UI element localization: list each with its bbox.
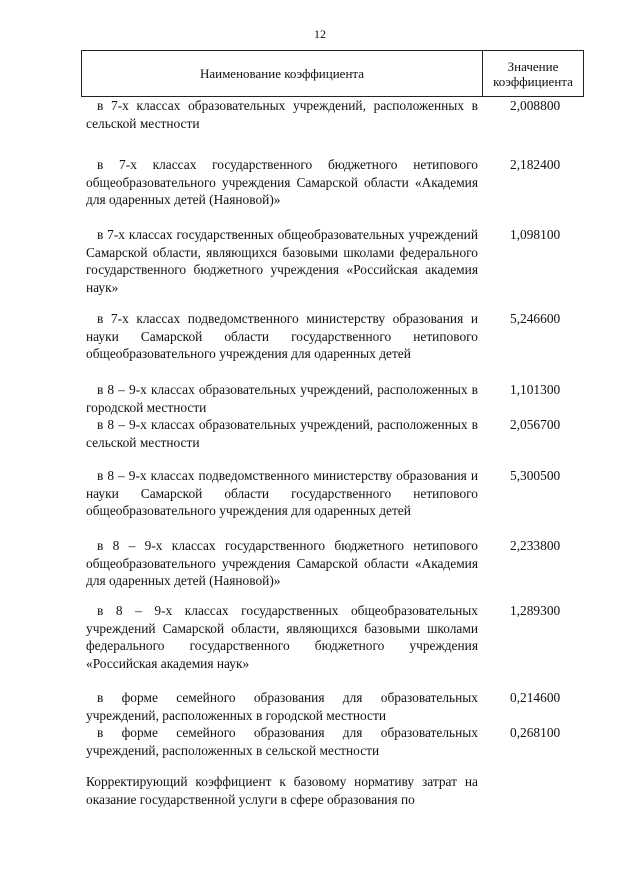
row-description: в 7-х классах государственного бюджетного нетипового общеобразовательного учреждения Самарской области «Академия для одаренных детей (Наяновой)» [86,157,478,207]
row-value: 2,008800 [510,98,561,113]
header-value-line2: коэффициента [493,73,573,89]
row-value: 2,233800 [510,538,561,553]
footer-paragraph: Корректирующий коэффициент к базовому нормативу затрат на оказание государственной услуги в сфере образования по [86,774,478,807]
row-value: 1,098100 [510,227,561,242]
row-value: 5,246600 [510,311,561,326]
row-description: в 7-х классах образовательных учреждений, расположенных в сельской местности [86,98,478,131]
row-description: в 7-х классах государственных общеобразовательных учреждений Самарской области, являющихся базовыми школами федерального государственного бюджетного учреждения «Российская академия наук» [86,227,478,295]
row-description: в форме семейного образования для образовательных учреждений, расположенных в сельской местности [86,725,478,758]
row-value: 0,214600 [510,690,561,705]
row-value: 1,289300 [510,603,561,618]
table-header [81,50,584,97]
row-value: 1,101300 [510,382,561,397]
row-value: 0,268100 [510,725,561,740]
row-value: 2,056700 [510,417,561,432]
row-description: в 8 – 9-х классах государственных общеобразовательных учреждений Самарской области, являющихся базовыми школами федерального государственного бюджетного учреждения «Российская академия наук» [86,603,478,671]
row-description: в 8 – 9-х классах образовательных учреждений, расположенных в городской местности [86,382,478,415]
header-name-column: Наименование коэффициента [82,51,483,96]
row-description: в 7-х классах подведомственного министерству образования и науки Самарской области государственного нетипового общеобразовательного учреждения для одаренных детей [86,311,478,361]
row-value: 2,182400 [510,157,561,172]
row-description: в форме семейного образования для образовательных учреждений, расположенных в городской местности [86,690,478,723]
row-description: в 8 – 9-х классах образовательных учреждений, расположенных в сельской местности [86,417,478,450]
header-value-column [483,51,583,96]
row-description: в 8 – 9-х классах подведомственного министерству образования и науки Самарской области государственного нетипового общеобразовательного учреждения для одаренных детей [86,468,478,518]
header-value-line1: Значение [507,58,559,74]
page-number: 12 [314,27,326,41]
row-description: в 8 – 9-х классах государственного бюджетного нетипового общеобразовательного учреждения Самарской области «Академия для одаренных детей (Наяновой)» [86,538,478,588]
row-value: 5,300500 [510,468,561,483]
